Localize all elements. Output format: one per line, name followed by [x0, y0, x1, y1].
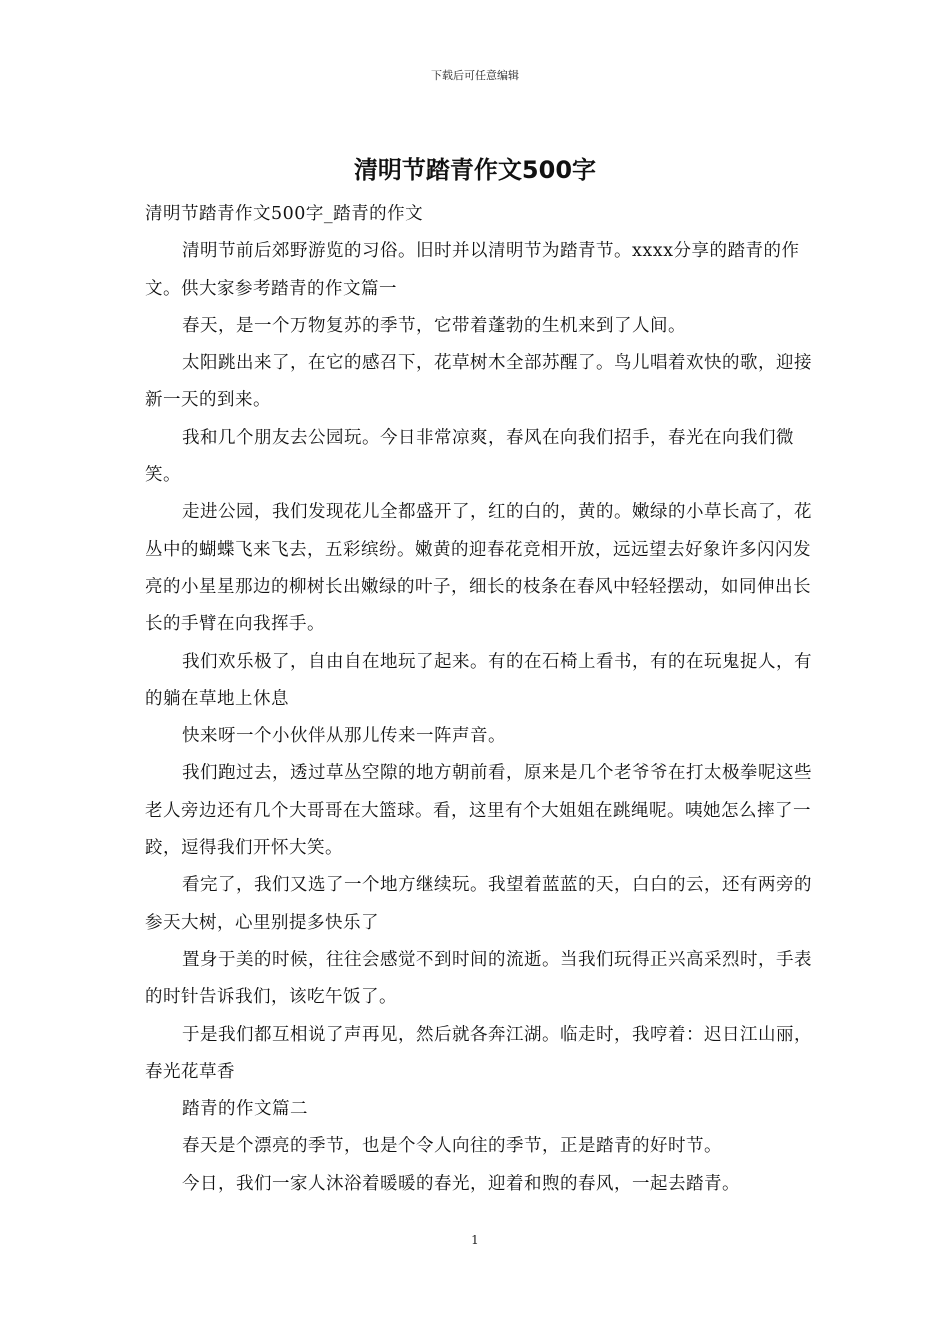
- paragraph: 看完了，我们又选了一个地方继续玩。我望着蓝蓝的天，白白的云，还有两旁的参天大树，心里别提多快乐了: [145, 875, 812, 933]
- section-heading: 踏青的作文篇二: [182, 1099, 308, 1120]
- paragraph: 我们跑过去，透过草丛空隙的地方朝前看，原来是几个老爷爷在打太极拳呢这些老人旁边还有几个大哥哥在大篮球。看，这里有个大姐姐在跳绳呢。咦她怎么摔了一跤，逗得我们开怀大笑。: [145, 763, 812, 859]
- paragraph: 春天是个漂亮的季节，也是个令人向往的季节，正是踏青的好时节。: [182, 1136, 722, 1157]
- paragraph: 太阳跳出来了，在它的感召下，花草树木全部苏醒了。鸟儿唱着欢快的歌，迎接新一天的到来。: [145, 353, 812, 411]
- document-body: [145, 196, 825, 1203]
- document-title: 清明节踏青作文500字: [353, 156, 597, 184]
- paragraph: 于是我们都互相说了声再见，然后就各奔江湖。临走时，我哼着：迟日江山丽，春光花草香: [145, 1024, 812, 1082]
- paragraph: 清明节前后郊野游览的习俗。旧时并以清明节为踏青节。xxxx分享的踏青的作文。供大家参考踏青的作文篇一: [145, 241, 800, 299]
- paragraph: 春天，是一个万物复苏的季节，它带着蓬勃的生机来到了人间。: [182, 315, 686, 336]
- paragraph: 我和几个朋友去公园玩。今日非常凉爽，春风在向我们招手，春光在向我们微笑。: [145, 427, 794, 486]
- header-note: 下载后可任意编辑: [431, 69, 519, 82]
- paragraph: 今日，我们一家人沐浴着暖暖的春光，迎着和煦的春风，一起去踏青。: [182, 1173, 740, 1194]
- paragraph: 我们欢乐极了，自由自在地玩了起来。有的在石椅上看书，有的在玩鬼捉人，有的躺在草地上休息: [145, 651, 812, 709]
- subtitle-paragraph: 清明节踏青作文500字_踏青的作文: [145, 204, 424, 224]
- paragraph: 快来呀一个小伙伴从那儿传来一阵声音。: [182, 726, 506, 747]
- paragraph: 走进公园，我们发现花儿全都盛开了，红的白的，黄的。嫩绿的小草长高了，花丛中的蝴蝶飞来飞去，五彩缤纷。嫩黄的迎春花竞相开放，远远望去好象许多闪闪发亮的小星星那边的柳树长出嫩绿的叶子，细长的枝条在春风中轻轻摆动，如同伸出长长的手臂在向我挥手。: [145, 502, 812, 635]
- paragraph: 置身于美的时候，往往会感觉不到时间的流逝。当我们玩得正兴高采烈时，手表的时针告诉我们，该吃午饭了。: [145, 949, 812, 1008]
- page-number: 1: [471, 1233, 479, 1247]
